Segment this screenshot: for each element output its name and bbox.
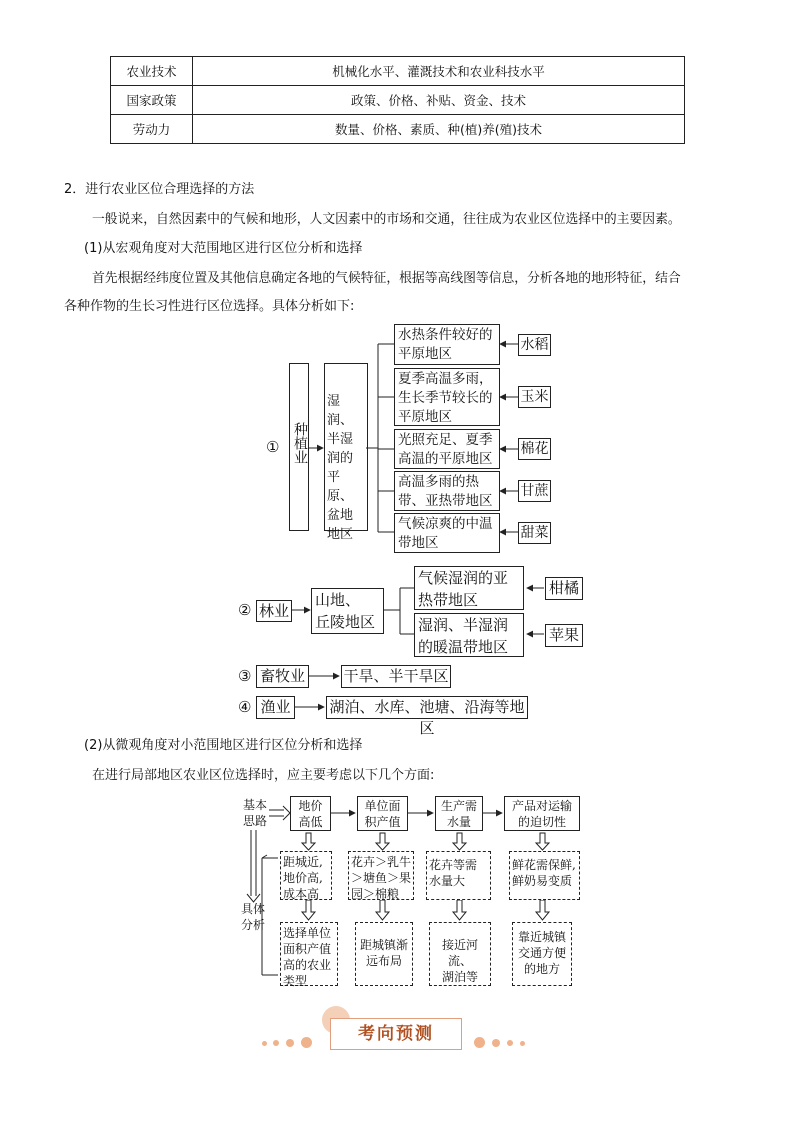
cond-line: 带地区 — [398, 535, 439, 551]
sub2-heading: (2)从微观角度对小范围地区进行区位分析和选择 — [84, 738, 363, 753]
box-line: 距城近, — [283, 855, 323, 869]
mid-box-land-price — [280, 851, 332, 900]
decor-dot-icon — [301, 1037, 312, 1048]
forest-cond-box-apple — [414, 613, 524, 657]
crop-tag-apple: 苹果 — [545, 624, 583, 647]
item-number-4: ④ — [238, 698, 252, 716]
cond-line: 气候凉爽的中温 — [398, 516, 493, 532]
label-line: 具体 — [240, 902, 265, 916]
item-number-3: ③ — [238, 667, 252, 685]
box-line: 鲜奶易变质 — [512, 874, 573, 888]
table-cell: 机械化水平、灌溉技术和农业科技水平 — [193, 57, 685, 86]
box-line: 地价 — [298, 799, 323, 813]
forest-region-line: 山地、 — [315, 591, 361, 609]
planting-region-box — [324, 363, 368, 542]
sub1-paragraph-line2: 各种作物的生长习性进行区位选择。具体分析如下: — [64, 299, 355, 314]
box-line: 生产需 — [440, 799, 477, 813]
box-line: 产品对运输 — [511, 799, 572, 813]
box-line: 远布局 — [365, 954, 402, 968]
table-cell: 农业技术 — [111, 57, 193, 86]
decor-dot-icon — [273, 1040, 279, 1046]
sub1-heading: (1)从宏观角度对大范围地区进行区位分析和选择 — [84, 241, 363, 256]
cond-line: 光照充足、夏季 — [398, 432, 493, 448]
forestry-box: 林业 — [256, 600, 292, 622]
planting-box — [289, 363, 309, 531]
box-line: 类型 — [283, 974, 308, 988]
cond-box-cotton — [394, 429, 500, 469]
cond-box-corn — [394, 368, 500, 426]
box-line: 面积产值 — [283, 942, 332, 956]
box-line: 高低 — [298, 815, 323, 829]
box-line: 湖泊等 — [441, 970, 478, 984]
basic-idea-label — [240, 797, 270, 829]
box-line: 鲜花需保鲜, — [512, 858, 576, 872]
section-heading: 2．进行农业区位合理选择的方法 — [64, 182, 255, 197]
cond-line: 湿润、半湿润 — [418, 616, 509, 634]
cond-box-sugarcane — [394, 471, 500, 511]
mid-box-water-need — [426, 851, 491, 900]
box-line: 地价高, — [283, 871, 323, 885]
cond-line: 生长季节较长的 — [398, 390, 493, 406]
animal-box: 畜牧业 — [256, 665, 309, 688]
mid-box-transport-urgency — [509, 851, 580, 900]
cond-line: 高温多雨的热 — [398, 474, 479, 490]
cond-line: 的暖温带地区 — [418, 638, 509, 656]
mid-box-output-value — [348, 851, 414, 900]
cond-line: 平原地区 — [398, 346, 452, 362]
fishery-box: 渔业 — [256, 696, 295, 719]
bottom-box-water-need — [429, 922, 491, 986]
label-line: 分析 — [240, 918, 265, 932]
sub1-paragraph-line1: 首先根据经纬度位置及其他信息确定各地的气候特征，根据等高线图等信息，分析各地的地形特征，结合 — [92, 271, 681, 286]
box-line: 花卉等需 — [429, 858, 478, 872]
box-line: 成本高 — [283, 887, 320, 901]
table-cell: 政策、价格、补贴、资金、技术 — [193, 86, 685, 115]
table-cell: 劳动力 — [111, 115, 193, 144]
decor-dot-icon — [262, 1041, 267, 1046]
crop-tag-corn: 玉米 — [518, 386, 551, 408]
forest-cond-box-citrus — [414, 566, 524, 610]
cond-line: 带、亚热带地区 — [398, 493, 493, 509]
box-line: 园＞棉粮 — [351, 887, 400, 901]
table-cell: 国家政策 — [111, 86, 193, 115]
bottom-box-land-price — [280, 922, 338, 986]
box-line: 高的农业 — [283, 958, 332, 972]
box-line: 靠近城镇 — [517, 930, 566, 944]
label-line: 思路 — [242, 814, 267, 828]
box-line: 积产值 — [364, 815, 401, 829]
top-box-transport-urgency — [504, 796, 580, 831]
box-line: 的地方 — [523, 962, 560, 976]
cond-line: 热带地区 — [418, 591, 479, 609]
section-banner: 考向预测 — [330, 1018, 462, 1050]
bottom-box-output-value — [355, 922, 413, 986]
label-line: 基本 — [242, 798, 267, 812]
decor-dot-icon — [286, 1039, 294, 1047]
crop-tag-citrus: 柑橘 — [545, 577, 583, 600]
cond-line: 夏季高温多雨， — [398, 371, 493, 387]
box-line: 水量大 — [429, 874, 466, 888]
cond-line: 气候湿润的亚 — [418, 569, 509, 587]
box-line: 选择单位 — [283, 926, 332, 940]
bottom-box-transport-urgency — [512, 922, 572, 986]
cond-line: 高温的平原地区 — [398, 451, 493, 467]
forest-region-box — [311, 588, 384, 634]
sub2-paragraph: 在进行局部地区农业区位选择时，应主要考虑以下几个方面: — [92, 768, 435, 783]
top-box-land-price — [290, 796, 331, 831]
box-line: 距城镇渐 — [359, 938, 408, 952]
cond-box-rice — [394, 324, 500, 365]
decor-dot-icon — [507, 1040, 513, 1046]
decor-dot-icon — [492, 1039, 500, 1047]
box-line: 交通方便 — [517, 946, 566, 960]
crop-tag-cotton: 棉花 — [518, 438, 551, 460]
crop-tag-sugarbeet: 甜菜 — [518, 522, 551, 544]
animal-region-box: 干旱、半干旱区 — [341, 665, 451, 688]
decor-dot-icon — [520, 1041, 525, 1046]
box-line: 接近河流、 — [441, 938, 478, 968]
planting-region-label: 湿润、半湿润的平原、盆地地区 — [327, 394, 354, 542]
fishery-region-box: 湖泊、水库、池塘、沿海等地区 — [326, 696, 528, 719]
box-line: 单位面 — [364, 799, 401, 813]
top-box-water-need — [435, 796, 483, 831]
decor-dot-icon — [474, 1037, 485, 1048]
box-line: ＞塘鱼＞果 — [351, 871, 412, 885]
item-number-2: ② — [238, 601, 252, 619]
top-box-output-value — [357, 796, 408, 831]
cond-line: 水热条件较好的 — [398, 327, 493, 343]
box-line: 花卉＞乳牛 — [351, 855, 412, 869]
cond-line: 平原地区 — [398, 409, 452, 425]
crop-tag-rice: 水稻 — [518, 334, 551, 356]
intro-paragraph: 一般说来，自然因素中的气候和地形，人文因素中的市场和交通，往往成为农业区位选择中的主要因素。 — [92, 212, 681, 227]
forest-region-line: 丘陵地区 — [315, 613, 376, 631]
crop-tag-sugarcane: 甘蔗 — [518, 480, 551, 502]
planting-label: 种植业 — [292, 422, 308, 464]
item-number-1: ① — [266, 438, 280, 456]
box-line: 的迫切性 — [517, 815, 566, 829]
cond-box-sugarbeet — [394, 513, 500, 553]
table-cell: 数量、价格、素质、种(植)养(殖)技术 — [193, 115, 685, 144]
box-line: 水量 — [446, 815, 471, 829]
specific-analysis-label — [238, 901, 268, 933]
